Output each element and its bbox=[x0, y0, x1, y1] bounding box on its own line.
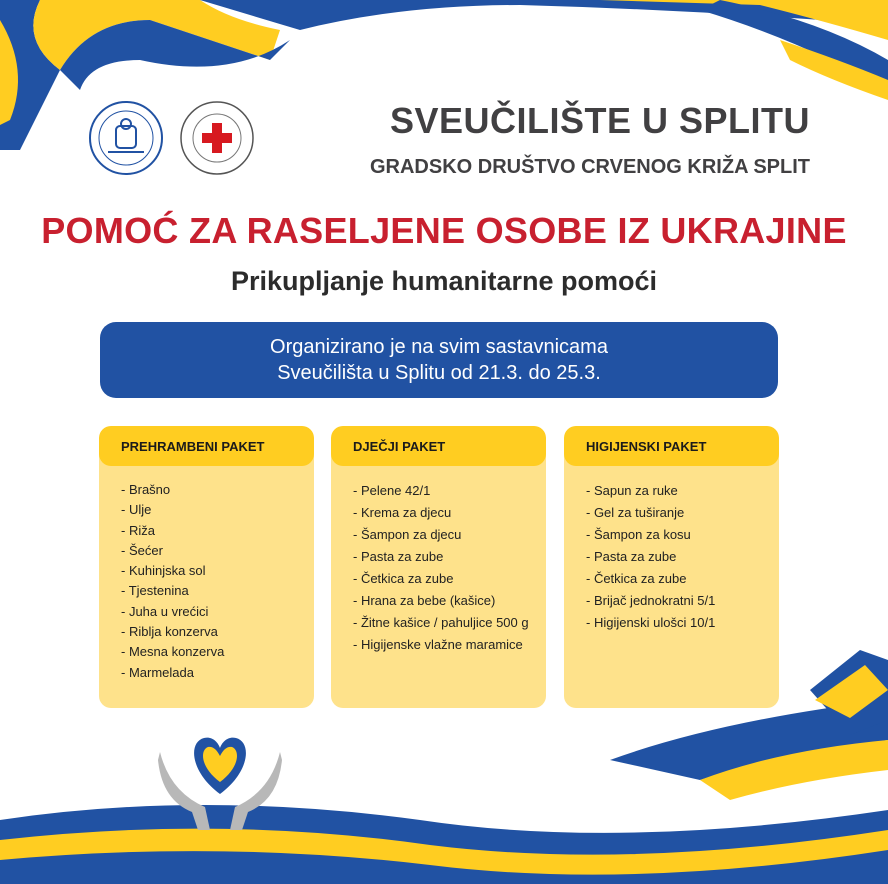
red-cross-title: GRADSKO DRUŠTVO CRVENOG KRIŽA SPLIT bbox=[369, 156, 810, 178]
banner-line-2: Sveučilišta u Splitu od 21.3. do 25.3. bbox=[277, 362, 601, 384]
list-item: - Tjestenina bbox=[121, 583, 189, 599]
page-headline: POMOĆ ZA RASELJENE OSOBE IZ UKRAJINE bbox=[41, 210, 847, 251]
university-logo-icon bbox=[88, 100, 164, 176]
card-item-list bbox=[331, 480, 546, 656]
list-item: - Riža bbox=[121, 522, 155, 538]
list-item: - Riblja konzerva bbox=[121, 624, 218, 640]
card-title: DJEČJI PAKET bbox=[331, 426, 546, 466]
banner-line-1: Organizirano je na svim sastavnicama bbox=[270, 336, 608, 358]
list-item: - Četkica za zube bbox=[353, 571, 454, 586]
red-cross-logo-icon bbox=[179, 100, 255, 176]
list-item: - Marmelada bbox=[121, 664, 194, 680]
list-item: - Juha u vrećici bbox=[121, 603, 209, 619]
list-item: - Šampon za kosu bbox=[586, 527, 691, 542]
card-item-list bbox=[99, 480, 314, 683]
list-item: - Pasta za zube bbox=[586, 549, 677, 564]
list-item: - Hrana za bebe (kašice) bbox=[353, 593, 496, 608]
list-item: - Krema za djecu bbox=[353, 505, 452, 520]
list-item: - Pasta za zube bbox=[353, 549, 444, 564]
list-item: - Žitne kašice / pahuljice 500 g bbox=[353, 615, 529, 630]
list-item: - Higijenske vlažne maramice bbox=[353, 637, 523, 652]
list-item: - Mesna konzerva bbox=[121, 644, 225, 660]
children-package-card bbox=[331, 426, 546, 708]
food-package-card bbox=[99, 426, 314, 708]
list-item: - Sapun za ruke bbox=[586, 483, 678, 498]
page-subheadline: Prikupljanje humanitarne pomoći bbox=[230, 266, 658, 296]
card-title: HIGIJENSKI PAKET bbox=[564, 426, 779, 466]
university-title: SVEUČILIŠTE U SPLITU bbox=[389, 100, 810, 141]
list-item: - Brašno bbox=[121, 482, 171, 497]
card-title: PREHRAMBENI PAKET bbox=[99, 426, 314, 466]
list-item: - Higijenski ulošci 10/1 bbox=[586, 615, 716, 630]
list-item: - Pelene 42/1 bbox=[353, 483, 431, 498]
list-item: - Šampon za djecu bbox=[353, 527, 462, 542]
heart-hands-icon bbox=[150, 712, 290, 832]
info-banner bbox=[100, 322, 778, 398]
list-item: - Kuhinjska sol bbox=[121, 563, 206, 579]
hygiene-package-card bbox=[564, 426, 779, 708]
list-item: - Gel za tuširanje bbox=[586, 505, 685, 520]
list-item: - Ulje bbox=[121, 502, 152, 518]
list-item: - Šećer bbox=[121, 542, 163, 558]
list-item: - Četkica za zube bbox=[586, 571, 687, 586]
list-item: - Brijač jednokratni 5/1 bbox=[586, 593, 716, 608]
card-item-list bbox=[564, 480, 779, 634]
